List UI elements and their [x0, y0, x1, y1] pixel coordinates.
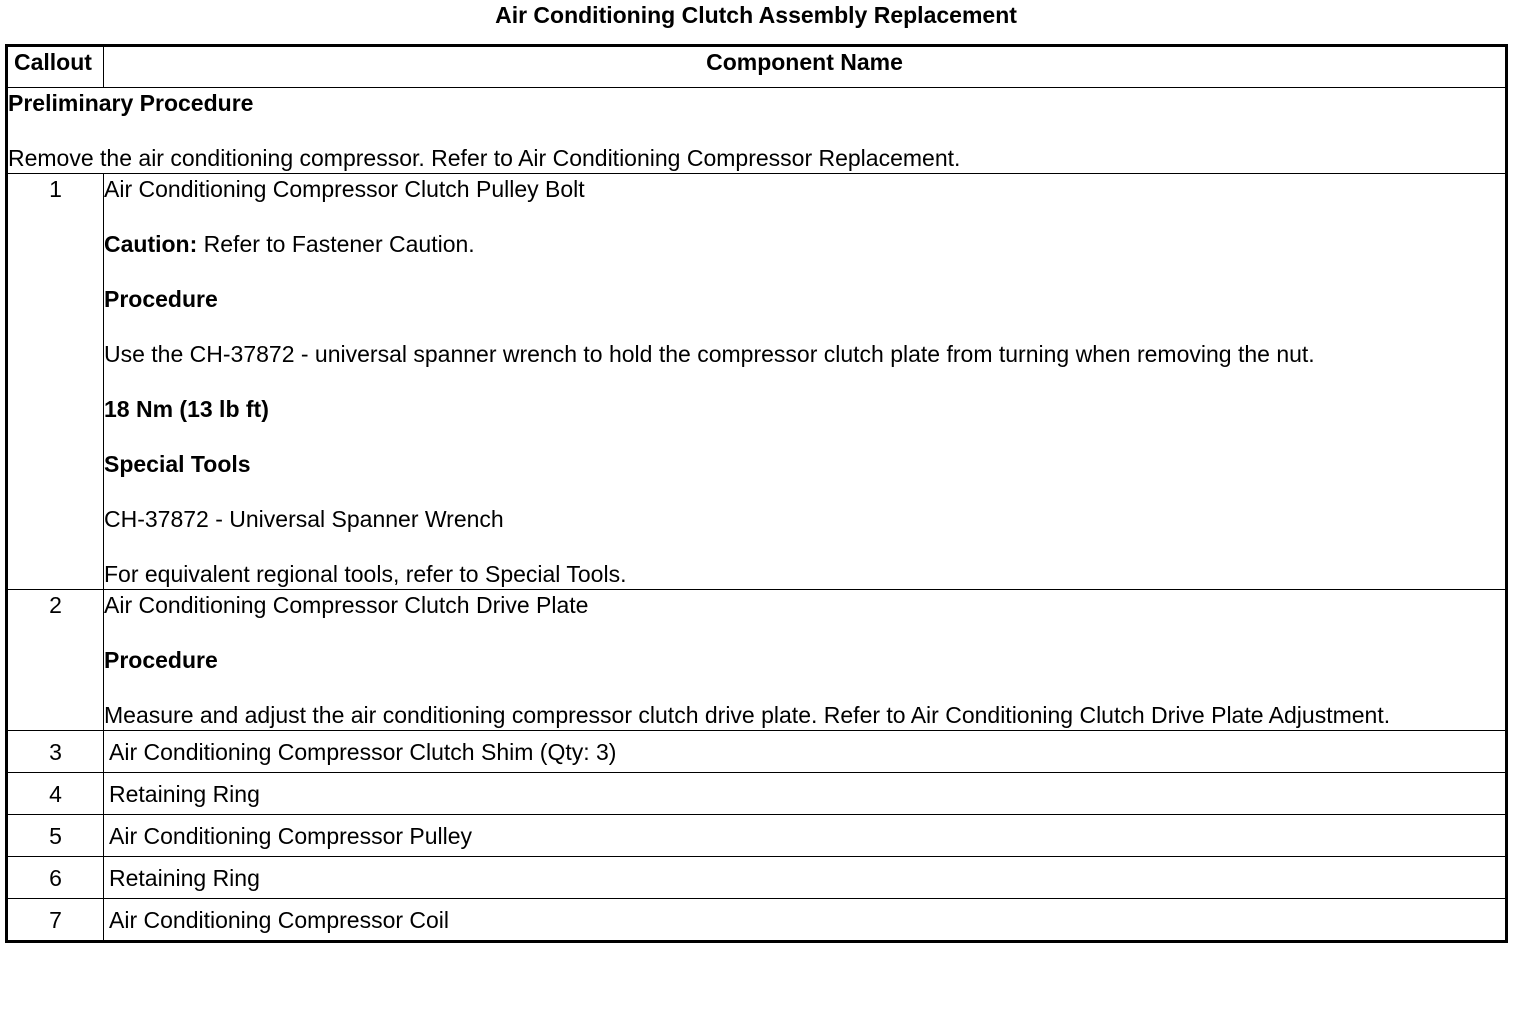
component-name: Retaining Ring: [104, 773, 1507, 815]
table-row: [7, 857, 1507, 899]
component-cell: [104, 590, 1507, 731]
component-name: Air Conditioning Compressor Clutch Shim (Qty: 3): [104, 731, 1507, 773]
component-name-header: Component Name: [104, 46, 1507, 88]
preliminary-text: Remove the air conditioning compressor. Refer to Air Conditioning Compressor Replacement.: [8, 145, 961, 171]
callout-number: 5: [7, 815, 104, 857]
special-tools-note: For equivalent regional tools, refer to Special Tools.: [104, 561, 627, 587]
callout-number: 7: [7, 899, 104, 942]
preliminary-row: [7, 88, 1507, 174]
procedure-text: Measure and adjust the air conditioning compressor clutch drive plate. Refer to Air Conditioning Clutch Drive Plate Adjustment.: [104, 702, 1391, 728]
procedure-label: Procedure: [104, 647, 218, 673]
callout-number: 1: [7, 174, 104, 590]
table-row: [7, 590, 1507, 731]
callout-number: 2: [7, 590, 104, 731]
table-header-row: [7, 46, 1507, 88]
callout-number: 4: [7, 773, 104, 815]
table-row: [7, 773, 1507, 815]
table-row: [7, 731, 1507, 773]
page-title: Air Conditioning Clutch Assembly Replacement: [495, 2, 1017, 28]
preliminary-heading: Preliminary Procedure: [8, 90, 254, 116]
caution-note: [104, 229, 1505, 259]
special-tool: CH-37872 - Universal Spanner Wrench: [104, 506, 504, 532]
components-table: [5, 44, 1508, 943]
caution-text: Refer to Fastener Caution.: [197, 231, 475, 257]
component-name: Air Conditioning Compressor Clutch Pulley Bolt: [104, 176, 585, 202]
procedure-text: Use the CH-37872 - universal spanner wrench to hold the compressor clutch plate from turning when removing the nut.: [104, 341, 1315, 367]
component-cell: [104, 174, 1507, 590]
torque-spec: 18 Nm (13 lb ft): [104, 396, 269, 422]
table-row: [7, 815, 1507, 857]
callout-number: 3: [7, 731, 104, 773]
caution-label: Caution:: [104, 231, 198, 257]
callout-header: Callout: [7, 46, 104, 88]
component-name: Air Conditioning Compressor Pulley: [104, 815, 1507, 857]
table-row: [7, 174, 1507, 590]
component-name: Air Conditioning Compressor Coil: [104, 899, 1507, 942]
procedure-label: Procedure: [104, 286, 218, 312]
special-tools-label: Special Tools: [104, 451, 251, 477]
component-name: Air Conditioning Compressor Clutch Drive Plate: [104, 592, 589, 618]
component-name: Retaining Ring: [104, 857, 1507, 899]
callout-number: 6: [7, 857, 104, 899]
table-row: [7, 899, 1507, 942]
